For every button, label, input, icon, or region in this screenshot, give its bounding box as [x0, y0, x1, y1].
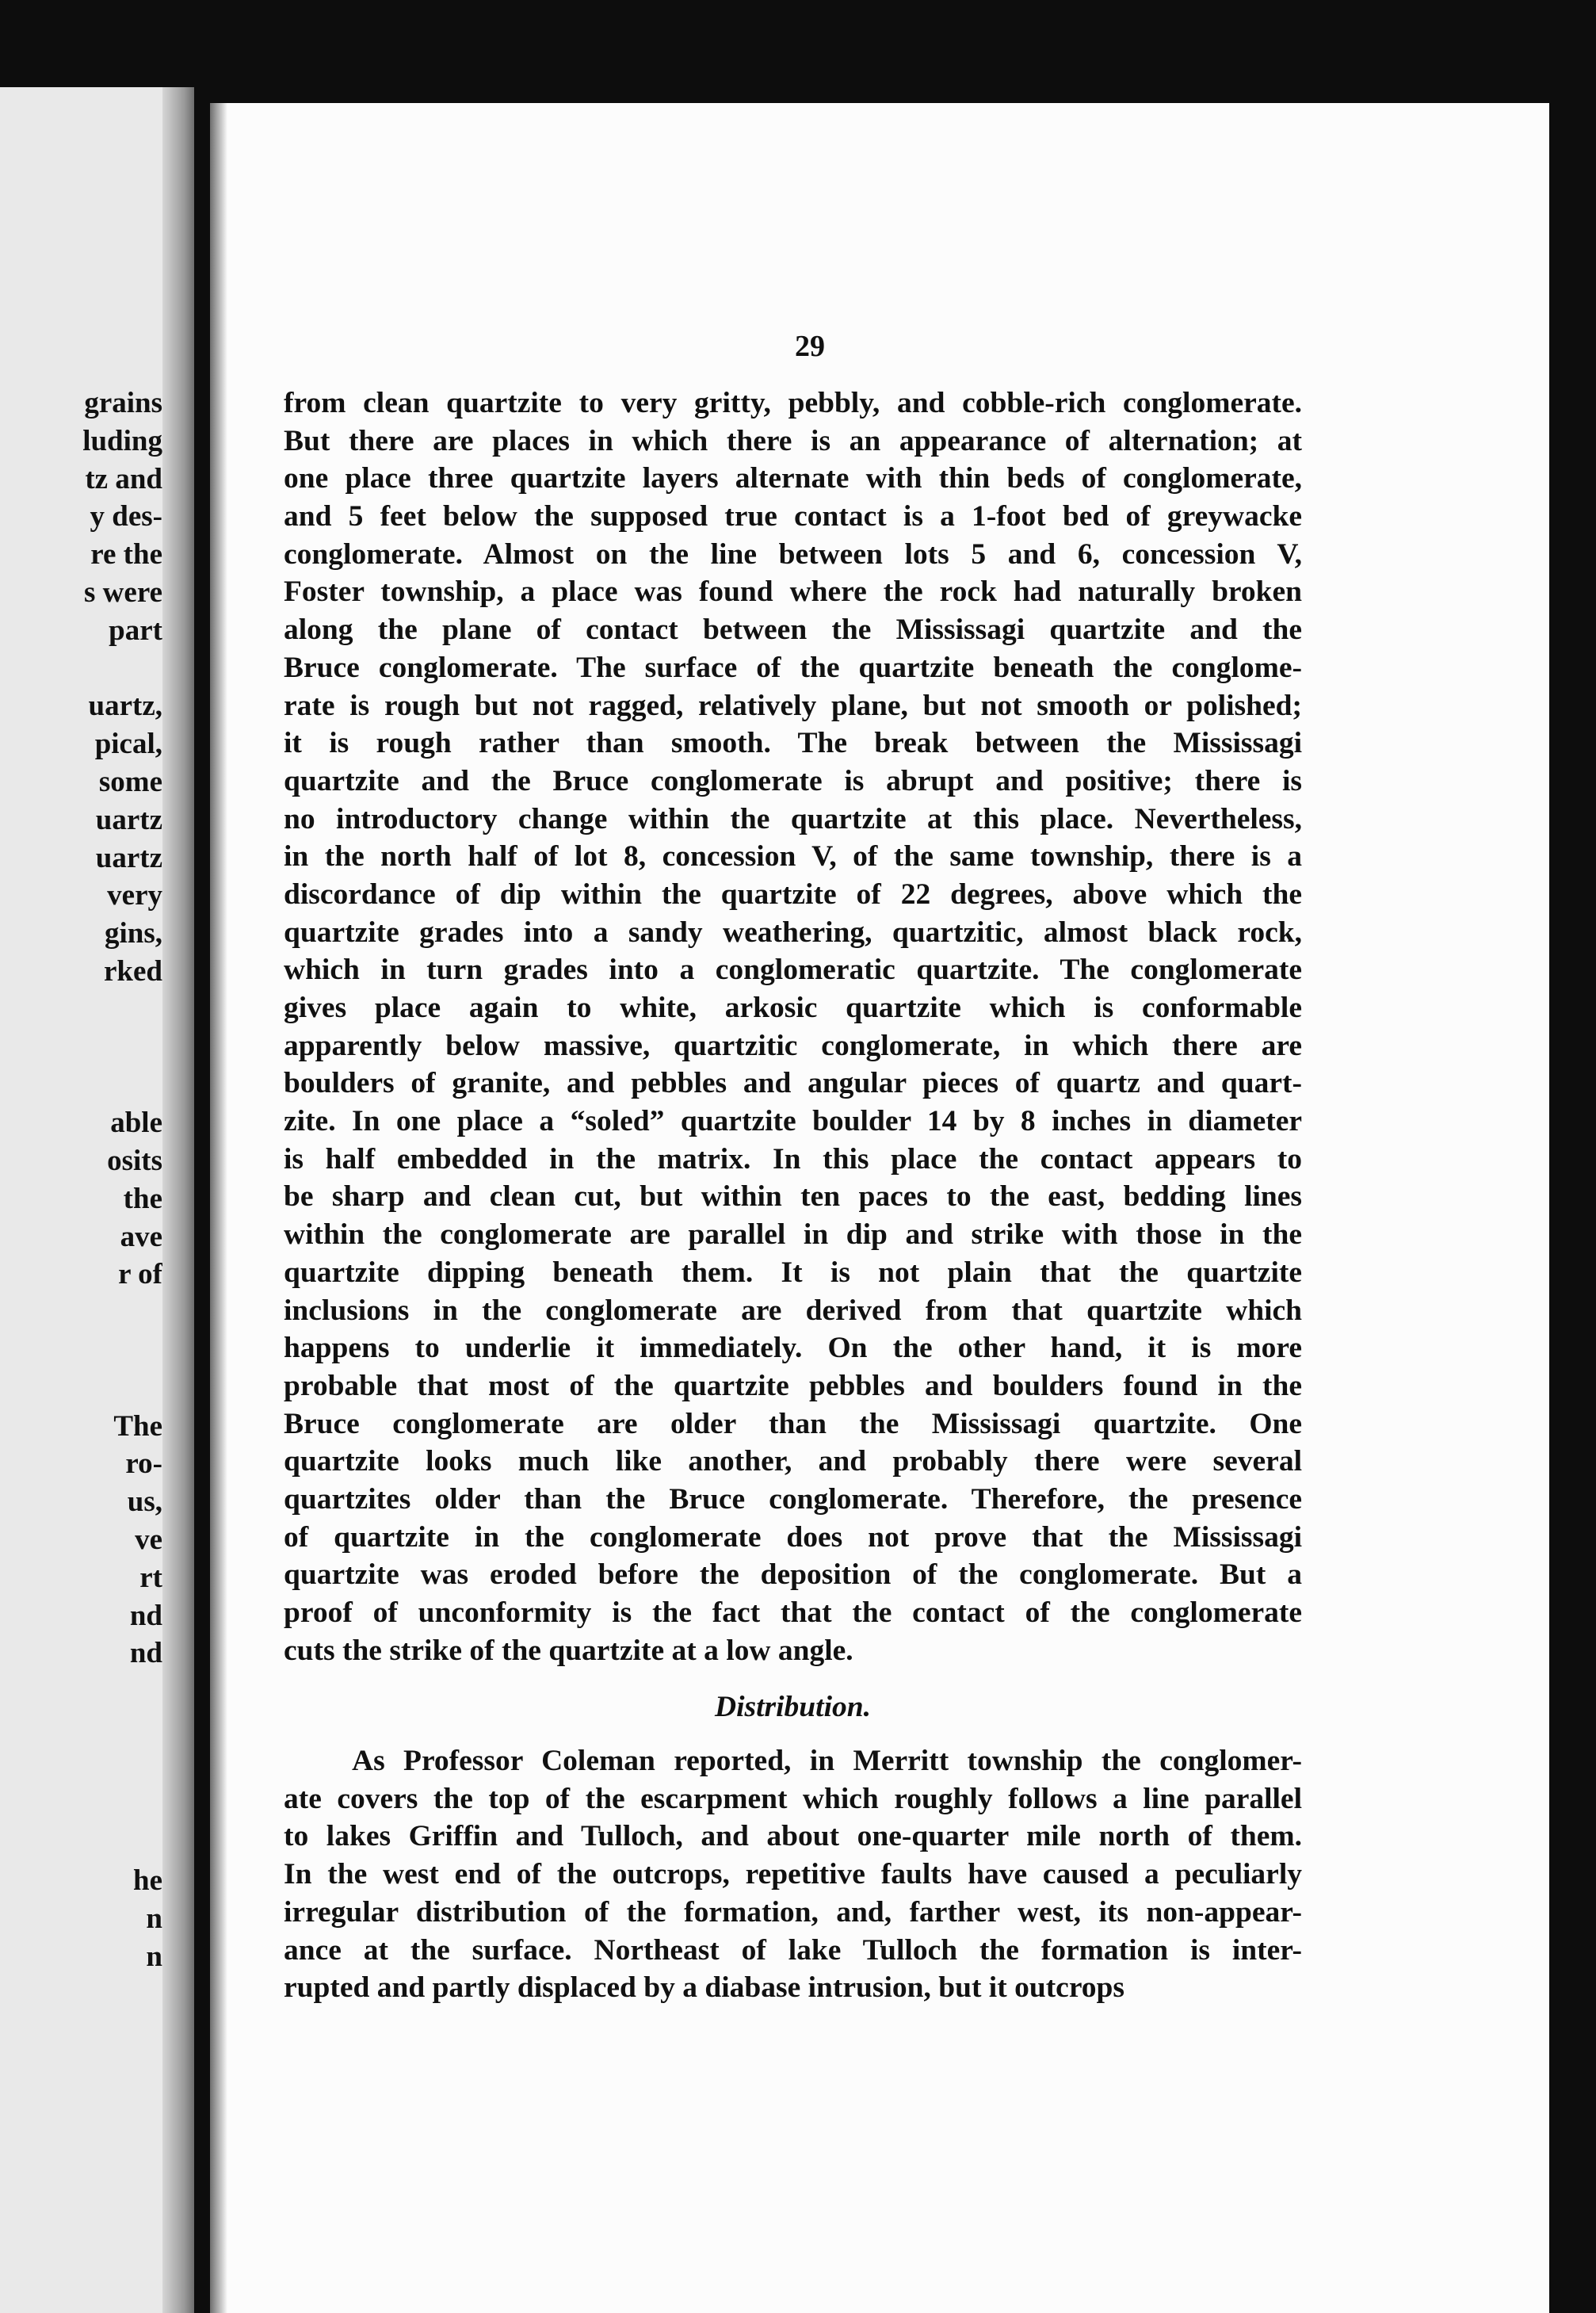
document-page	[210, 103, 1549, 2313]
text-line: quartzite grades into a sandy weathering, quartzitic, almost black rock,	[284, 916, 1302, 949]
margin-line: part	[109, 614, 162, 647]
text-line: quartzite was eroded before the deposition of the conglomerate. But a	[284, 1558, 1302, 1592]
margin-line: osits	[107, 1144, 162, 1177]
text-line: ance at the surface. Northeast of lake Tulloch the formation is inter-	[284, 1933, 1302, 1967]
margin-line: rked	[104, 954, 162, 988]
text-line: to lakes Griffin and Tulloch, and about one-quarter mile north of them.	[284, 1820, 1302, 1853]
margin-line: gins,	[104, 917, 162, 950]
text-line: cuts the strike of the quartzite at a low angle.	[284, 1634, 853, 1667]
margin-line: luding	[82, 424, 162, 457]
facing-page-fragment	[0, 87, 194, 2313]
margin-line	[0, 650, 162, 688]
text-line: be sharp and clean cut, but within ten paces to the east, bedding lines	[284, 1180, 1302, 1214]
text-line: Bruce conglomerate. The surface of the quartzite beneath the conglome-	[284, 651, 1302, 684]
text-line: boulders of granite, and pebbles and angular pieces of quartz and quart-	[284, 1067, 1302, 1100]
paragraph	[284, 1742, 1302, 2007]
text-line: inclusions in the conglomerate are derived from that quartzite which	[284, 1294, 1302, 1327]
margin-line: ro-	[125, 1447, 162, 1481]
text-line: discordance of dip within the quartzite of 22 degrees, above which the	[284, 877, 1302, 911]
text-line: and 5 feet below the supposed true contact is a 1-foot bed of greywacke	[284, 500, 1302, 533]
text-line: quartzites older than the Bruce conglomerate. Therefore, the presence	[284, 1482, 1302, 1516]
text-line: Foster township, a place was found where the rock had naturally broken	[284, 575, 1302, 609]
margin-line	[0, 1029, 162, 1067]
section-heading: Distribution.	[715, 1691, 871, 1724]
margin-line	[0, 991, 162, 1029]
facing-page-text	[0, 384, 162, 1975]
text-line: irregular distribution of the formation, and, farther west, its non-appear-	[284, 1895, 1302, 1929]
text-line: no introductory change within the quartzite at this place. Nevertheless,	[284, 802, 1302, 835]
book-gutter	[162, 87, 194, 2313]
margin-line	[0, 1294, 162, 1332]
margin-line: uartz,	[88, 690, 162, 723]
text-line: rate is rough but not ragged, relatively plane, but not smooth or polished;	[284, 689, 1302, 722]
text-line: proof of unconformity is the fact that the contact of the conglomerate	[284, 1596, 1302, 1629]
text-line: quartzite and the Bruce conglomerate is abrupt and positive; there is	[284, 764, 1302, 797]
margin-line: uartz	[95, 841, 162, 874]
text-line: In the west end of the outcrops, repetitive faults have caused a peculiarly	[284, 1858, 1302, 1891]
margin-line: the	[123, 1182, 162, 1215]
margin-line: ave	[120, 1220, 162, 1253]
binding-shadow	[210, 103, 227, 2313]
margin-line: nd	[129, 1637, 162, 1670]
margin-line: pical,	[94, 728, 162, 761]
margin-line: us,	[127, 1485, 162, 1519]
text-line: conglomerate. Almost on the line between lots 5 and 6, concession V,	[284, 537, 1302, 571]
margin-line	[0, 1786, 162, 1824]
text-line: quartzite dipping beneath them. It is not plain that the quartzite	[284, 1256, 1302, 1289]
text-line: Bruce conglomerate are older than the Mississagi quartzite. One	[284, 1407, 1302, 1440]
text-line: from clean quartzite to very gritty, pebbly, and cobble-rich conglomerate.	[284, 387, 1302, 419]
text-line: rupted and partly displaced by a diabase intrusion, but it outcrops	[284, 1971, 1124, 2005]
body-text	[284, 384, 1302, 2007]
paragraph	[284, 384, 1302, 1669]
text-line: probable that most of the quartzite pebbles and boulders found in the	[284, 1369, 1302, 1402]
margin-line: uartz	[95, 803, 162, 836]
text-line: within the conglomerate are parallel in dip and strike with those in the	[284, 1218, 1302, 1252]
margin-line: nd	[129, 1599, 162, 1632]
margin-line: very	[107, 879, 162, 912]
text-line: apparently below massive, quartzitic conglomerate, in which there are	[284, 1029, 1302, 1062]
margin-line: some	[98, 765, 162, 798]
margin-line: n	[146, 1940, 162, 1973]
margin-line: n	[146, 1902, 162, 1935]
margin-line: s were	[84, 575, 162, 609]
text-line: zite. In one place a “soled” quartzite boulder 14 by 8 inches in diameter	[284, 1105, 1302, 1138]
margin-line	[0, 1824, 162, 1862]
text-line: happens to underlie it immediately. On the other hand, it is more	[284, 1332, 1302, 1365]
margin-line	[0, 1066, 162, 1104]
text-line: which in turn grades into a conglomeratic quartzite. The conglomerate	[284, 954, 1302, 987]
margin-line: r of	[118, 1258, 162, 1291]
text-line: one place three quartzite layers alternate with thin beds of conglomerate,	[284, 462, 1302, 495]
scan-border	[1549, 103, 1596, 2313]
margin-line	[0, 1332, 162, 1370]
text-line: As Professor Coleman reported, in Merritt township the conglomer-	[352, 1745, 1302, 1778]
margin-line: tz and	[85, 462, 162, 495]
text-line: in the north half of lot 8, concession V, of the same township, there is a	[284, 840, 1302, 874]
margin-line: The	[113, 1409, 162, 1443]
text-line: is half embedded in the matrix. In this place the contact appears to	[284, 1142, 1302, 1176]
margin-line: he	[133, 1864, 162, 1898]
text-line: along the plane of contact between the Mississagi quartzite and the	[284, 614, 1302, 647]
margin-line	[0, 1749, 162, 1787]
margin-line	[0, 1370, 162, 1408]
margin-line	[0, 1673, 162, 1711]
page-number: 29	[795, 330, 825, 363]
text-line: of quartzite in the conglomerate does not prove that the Mississagi	[284, 1520, 1302, 1554]
margin-line: rt	[139, 1561, 162, 1594]
text-line: But there are places in which there is an appearance of alternation; at	[284, 424, 1302, 457]
text-line: it is rough rather than smooth. The break between the Mississagi	[284, 727, 1302, 760]
margin-line: re the	[90, 538, 162, 572]
margin-line: grains	[84, 387, 162, 419]
margin-line: y des-	[90, 500, 162, 533]
text-line: gives place again to white, arkosic quartzite which is conformable	[284, 992, 1302, 1024]
text-line: quartzite looks much like another, and probably there were several	[284, 1445, 1302, 1478]
text-line: ate covers the top of the escarpment which roughly follows a line parallel	[284, 1782, 1302, 1815]
margin-line: able	[110, 1107, 162, 1140]
margin-line: ve	[135, 1523, 162, 1556]
margin-line	[0, 1711, 162, 1749]
